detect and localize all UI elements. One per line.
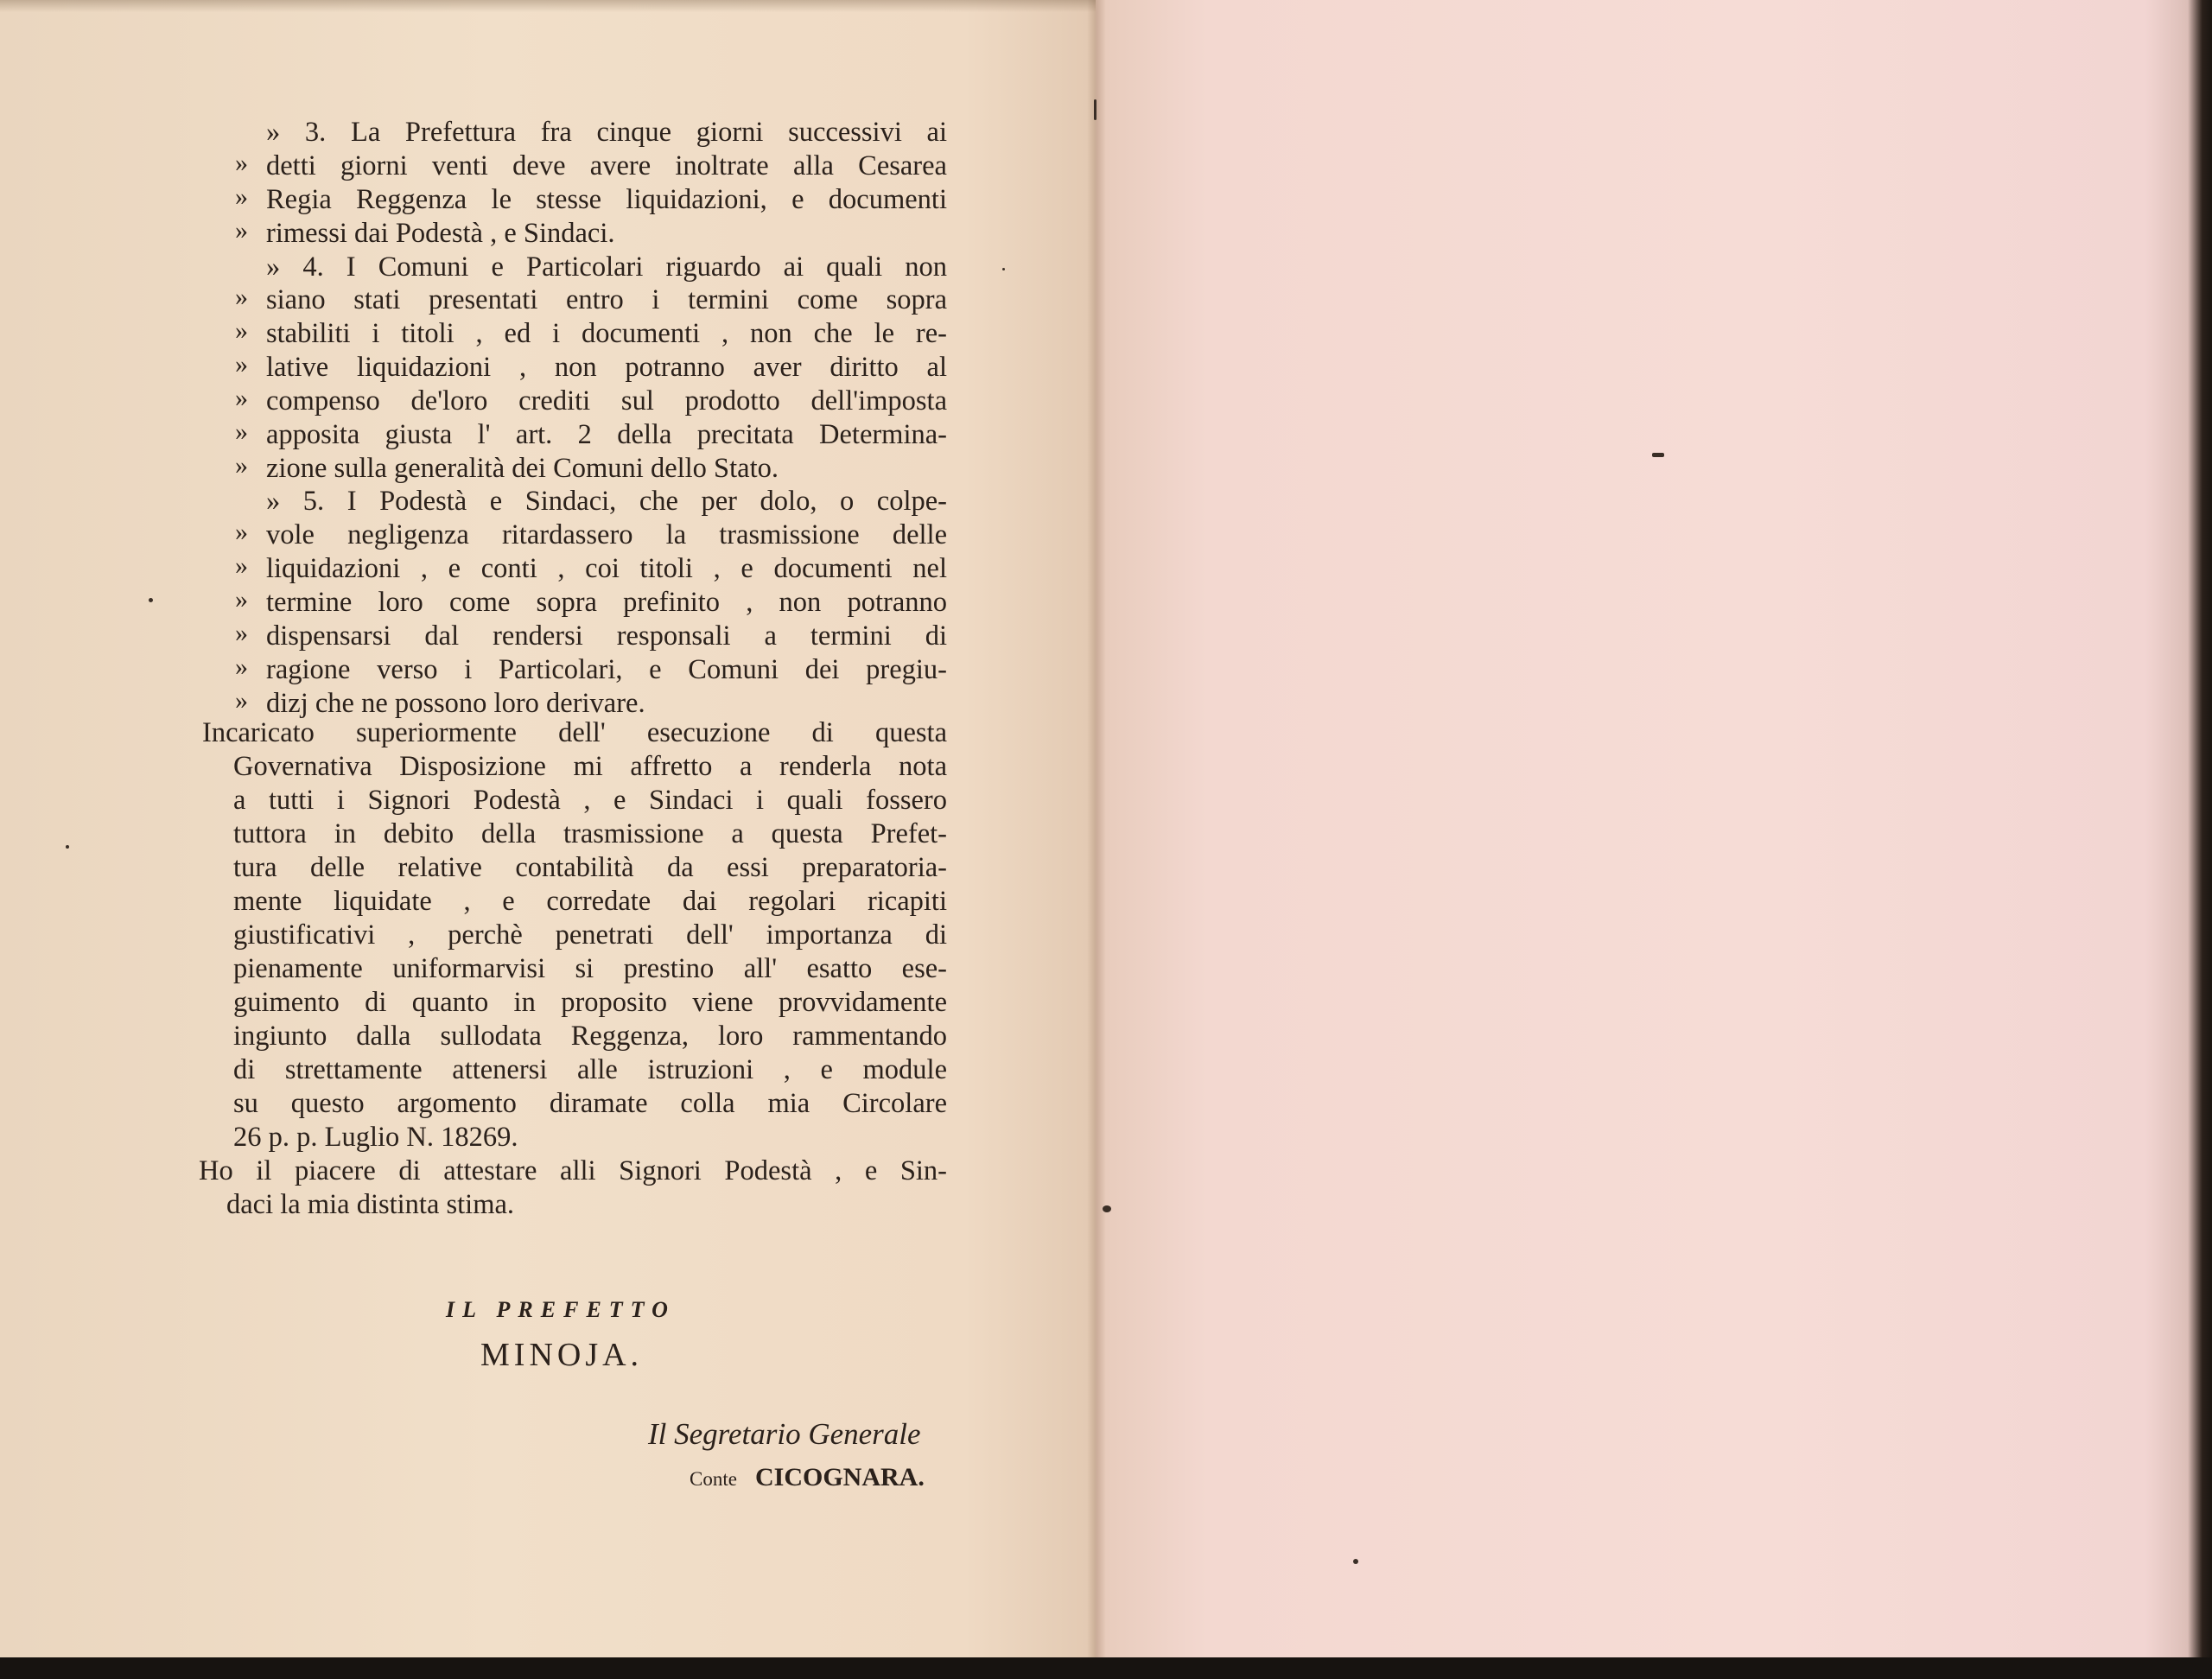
paper-speck <box>1103 1205 1111 1212</box>
guillemet: » <box>235 216 248 245</box>
incaricato-line-3: a tutti i Signori Podestà , e Sindaci i quali fossero <box>233 785 947 816</box>
guillemet: » <box>235 182 248 211</box>
guillemet: » <box>235 686 248 715</box>
clause-4-line-4: lative liquidazioni , non potranno aver diritto al <box>266 352 947 383</box>
clause-3-line-3: Regia Reggenza le stesse liquidazioni, e documenti <box>266 184 947 215</box>
clause-4-line-7: zione sulla generalità dei Comuni dello Stato. <box>266 453 779 484</box>
guillemet: » <box>235 316 248 345</box>
incaricato-line-11: di strettamente attenersi alle istruzioni , e module <box>233 1054 947 1085</box>
guillemet: » <box>235 451 248 480</box>
clause-5-line-7: dizj che ne possono loro derivare. <box>266 688 645 719</box>
clause-5-line-6: ragione verso i Particolari, e Comuni dei pregiu- <box>266 654 947 685</box>
top-edge-shadow <box>0 0 1096 12</box>
clause-5-line-2: vole negligenza ritardassero la trasmissione delle <box>266 519 947 550</box>
incaricato-line-7: giustificativi , perchè penetrati dell' importanza di <box>233 919 947 951</box>
guillemet: » <box>235 384 248 412</box>
incaricato-line-13: 26 p. p. Luglio N. 18269. <box>233 1122 518 1153</box>
incaricato-line-8: pienamente uniformarvisi si prestino all' esatto ese- <box>233 953 947 984</box>
guillemet: » <box>235 619 248 647</box>
clause-3-line-4: rimessi dai Podestà , e Sindaci. <box>266 218 615 249</box>
guillemet: » <box>235 350 248 378</box>
guillemet: » <box>235 585 248 614</box>
paper-speck <box>149 598 153 602</box>
clause-5-line-3: liquidazioni , e conti , coi titoli , e documenti nel <box>266 553 947 584</box>
clause-4-line-3: stabiliti i titoli , ed i documenti , non che le re- <box>266 318 947 349</box>
clause-4-line-6: apposita giusta l' art. 2 della precitata Determina- <box>266 419 947 450</box>
guillemet: » <box>235 149 248 177</box>
guillemet: » <box>235 652 248 681</box>
paper-speck <box>1094 99 1096 120</box>
clause-3-line-2: detti giorni venti deve avere inoltrate alla Cesarea <box>266 150 947 181</box>
guillemet: » <box>235 551 248 580</box>
incaricato-line-1: Incaricato superiormente dell' esecuzione di questa <box>202 717 947 748</box>
guillemet: » <box>235 283 248 311</box>
secretary-role: Il Segretario Generale <box>648 1417 921 1451</box>
incaricato-line-6: mente liquidate , e corredate dai regolari ricapiti <box>233 886 947 917</box>
clause-4-line-2: siano stati presentati entro i termini come sopra <box>266 284 947 315</box>
clause-5-line-1: » 5. I Podestà e Sindaci, che per dolo, o colpe- <box>266 486 947 517</box>
closing-line-2: daci la mia distinta stima. <box>226 1189 515 1220</box>
clause-5-line-4: termine loro come sopra prefinito , non potranno <box>266 587 947 618</box>
paper-speck <box>1652 453 1664 457</box>
incaricato-line-10: ingiunto dalla sullodata Reggenza, loro rammentando <box>233 1021 947 1052</box>
paper-speck <box>1353 1559 1358 1564</box>
incaricato-line-2: Governativa Disposizione mi affretto a renderla nota <box>233 751 947 782</box>
paper-speck <box>1002 268 1005 270</box>
closing-line-1: Ho il piacere di attestare alli Signori Podestà , e Sin- <box>199 1155 947 1186</box>
clause-4-line-1: » 4. I Comuni e Particolari riguardo ai quali non <box>266 251 947 283</box>
clause-5-line-5: dispensarsi dal rendersi responsali a termini di <box>266 620 947 652</box>
incaricato-line-5: tura delle relative contabilità da essi preparatoria- <box>233 852 947 883</box>
incaricato-line-9: guimento di quanto in proposito viene provvidamente <box>233 987 947 1018</box>
right-edge-shadow <box>2188 0 2212 1679</box>
guillemet: » <box>235 518 248 546</box>
guillemet: » <box>235 417 248 446</box>
right-page-blank <box>1096 0 2212 1661</box>
incaricato-line-4: tuttora in debito della trasmissione a questa Prefet- <box>233 818 947 849</box>
bottom-edge-shadow <box>0 1657 2212 1679</box>
clause-4-line-5: compenso de'loro crediti sul prodotto dell'imposta <box>266 385 947 417</box>
secretary-prefix: Conte <box>690 1468 737 1490</box>
paper-speck <box>66 845 69 849</box>
secretary-name: CICOGNARA. <box>755 1463 925 1491</box>
signature-name: MINOJA. <box>480 1337 644 1373</box>
clause-3-line-1: » 3. La Prefettura fra cinque giorni successivi ai <box>266 117 947 148</box>
page-gutter <box>1087 0 1106 1661</box>
incaricato-line-12: su questo argomento diramate colla mia Circolare <box>233 1088 947 1119</box>
signature-title: IL PREFETTO <box>446 1297 676 1322</box>
